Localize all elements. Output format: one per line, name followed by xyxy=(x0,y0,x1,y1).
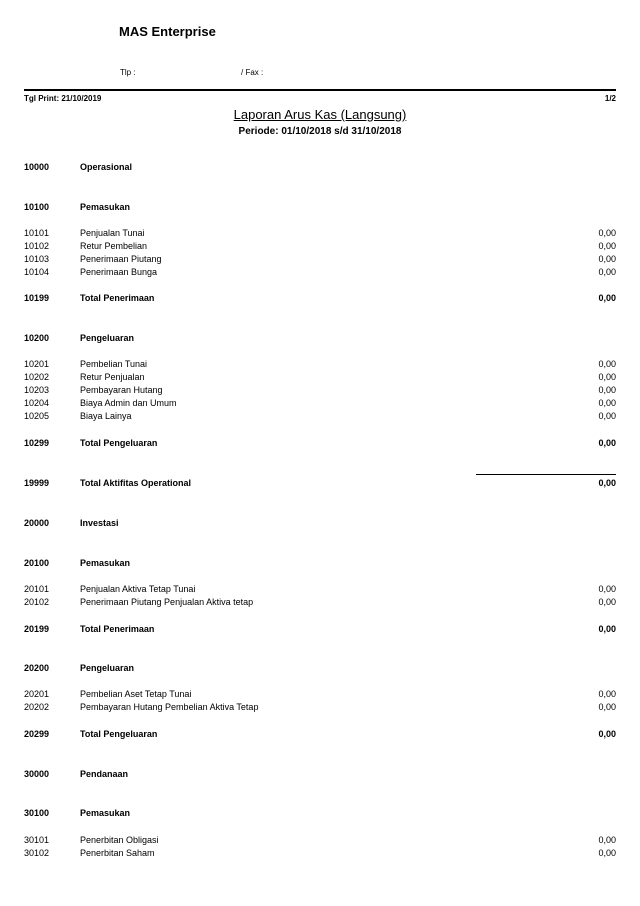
account-code: 10199 xyxy=(24,293,50,303)
amount-value: 0,00 xyxy=(598,848,616,858)
amount-value: 0,00 xyxy=(598,689,616,699)
report-row xyxy=(24,768,616,781)
account-description: Pengeluaran xyxy=(80,663,135,673)
account-description: Penjualan Tunai xyxy=(80,228,145,238)
company-name: MAS Enterprise xyxy=(119,24,216,39)
account-code: 30102 xyxy=(24,848,50,858)
report-title: Laporan Arus Kas (Langsung) xyxy=(233,107,407,122)
account-description: Investasi xyxy=(80,518,119,528)
page-number: 1/2 xyxy=(604,94,616,103)
account-description: Penerimaan Bunga xyxy=(80,267,158,277)
account-description: Pembelian Aset Tetap Tunai xyxy=(80,689,192,699)
account-description: Biaya Lainya xyxy=(80,411,132,421)
account-code: 20100 xyxy=(24,558,50,568)
report-row xyxy=(24,847,616,860)
account-description: Pemasukan xyxy=(80,202,131,212)
account-description: Pendanaan xyxy=(80,769,129,779)
report-row xyxy=(24,332,616,345)
amount-value: 0,00 xyxy=(598,478,616,488)
amount-value: 0,00 xyxy=(598,398,616,408)
account-code: 10100 xyxy=(24,202,50,212)
report-row xyxy=(24,807,616,820)
report-row xyxy=(24,437,616,450)
report-row xyxy=(24,384,616,397)
amount-value: 0,00 xyxy=(598,729,616,739)
account-code: 10101 xyxy=(24,228,50,238)
account-description: Penerbitan Saham xyxy=(80,848,155,858)
report-row xyxy=(24,701,616,714)
subtotal-line xyxy=(476,474,616,475)
report-row xyxy=(24,517,616,530)
report-row xyxy=(24,161,616,174)
amount-value: 0,00 xyxy=(598,835,616,845)
account-code: 10000 xyxy=(24,162,50,172)
amount-value: 0,00 xyxy=(598,411,616,421)
report-row xyxy=(24,596,616,609)
report-row xyxy=(24,688,616,701)
account-code: 20200 xyxy=(24,663,50,673)
report-row xyxy=(24,358,616,371)
amount-value: 0,00 xyxy=(598,385,616,395)
account-code: 10102 xyxy=(24,241,50,251)
account-description: Total Penerimaan xyxy=(80,293,155,303)
amount-value: 0,00 xyxy=(598,267,616,277)
account-code: 10201 xyxy=(24,359,50,369)
account-description: Retur Penjualan xyxy=(80,372,145,382)
account-description: Penerbitan Obligasi xyxy=(80,835,159,845)
account-description: Total Pengeluaran xyxy=(80,729,158,739)
amount-value: 0,00 xyxy=(598,254,616,264)
phone-label: Tlp : xyxy=(120,68,136,77)
account-code: 19999 xyxy=(24,478,50,488)
account-description: Total Pengeluaran xyxy=(80,438,158,448)
report-row xyxy=(24,371,616,384)
account-code: 20000 xyxy=(24,518,50,528)
amount-value: 0,00 xyxy=(598,584,616,594)
account-description: Pengeluaran xyxy=(80,333,135,343)
report-row xyxy=(24,583,616,596)
account-description: Pembayaran Hutang Pembelian Aktiva Tetap xyxy=(80,702,259,712)
amount-value: 0,00 xyxy=(598,359,616,369)
account-code: 20101 xyxy=(24,584,50,594)
report-row xyxy=(24,728,616,741)
account-code: 10203 xyxy=(24,385,50,395)
report-row xyxy=(24,292,616,305)
amount-value: 0,00 xyxy=(598,597,616,607)
report-row xyxy=(24,410,616,423)
account-description: Total Penerimaan xyxy=(80,624,155,634)
report-row xyxy=(24,240,616,253)
account-code: 30100 xyxy=(24,808,50,818)
amount-value: 0,00 xyxy=(598,438,616,448)
account-code: 20202 xyxy=(24,702,50,712)
amount-value: 0,00 xyxy=(598,372,616,382)
account-code: 20102 xyxy=(24,597,50,607)
amount-value: 0,00 xyxy=(598,241,616,251)
report-row xyxy=(24,623,616,636)
account-code: 20201 xyxy=(24,689,50,699)
account-description: Pemasukan xyxy=(80,808,131,818)
account-code: 10299 xyxy=(24,438,50,448)
report-row xyxy=(24,397,616,410)
account-description: Penjualan Aktiva Tetap Tunai xyxy=(80,584,196,594)
account-code: 10204 xyxy=(24,398,50,408)
account-description: Pembayaran Hutang xyxy=(80,385,163,395)
report-row xyxy=(24,834,616,847)
account-code: 20199 xyxy=(24,624,50,634)
account-code: 20299 xyxy=(24,729,50,739)
report-row xyxy=(24,477,616,490)
report-row xyxy=(24,253,616,266)
report-period: Periode: 01/10/2018 s/d 31/10/2018 xyxy=(238,126,402,137)
account-code: 10103 xyxy=(24,254,50,264)
account-code: 10200 xyxy=(24,333,50,343)
account-description: Total Aktifitas Operational xyxy=(80,478,192,488)
fax-label: / Fax : xyxy=(241,68,264,77)
amount-value: 0,00 xyxy=(598,228,616,238)
account-description: Penerimaan Piutang xyxy=(80,254,162,264)
account-description: Pemasukan xyxy=(80,558,131,568)
report-row xyxy=(24,266,616,279)
amount-value: 0,00 xyxy=(598,624,616,634)
account-code: 10202 xyxy=(24,372,50,382)
account-description: Retur Pembelian xyxy=(80,241,148,251)
account-description: Biaya Admin dan Umum xyxy=(80,398,177,408)
account-code: 10104 xyxy=(24,267,50,277)
print-date: Tgl Print: 21/10/2019 xyxy=(24,94,102,103)
report-row xyxy=(24,662,616,675)
header-divider xyxy=(24,89,616,91)
account-code: 10205 xyxy=(24,411,50,421)
amount-value: 0,00 xyxy=(598,293,616,303)
account-description: Pembelian Tunai xyxy=(80,359,148,369)
account-description: Penerimaan Piutang Penjualan Aktiva tetap xyxy=(80,597,254,607)
report-row xyxy=(24,557,616,570)
amount-value: 0,00 xyxy=(598,702,616,712)
account-code: 30101 xyxy=(24,835,50,845)
account-description: Operasional xyxy=(80,162,133,172)
report-row xyxy=(24,227,616,240)
account-code: 30000 xyxy=(24,769,50,779)
report-row xyxy=(24,201,616,214)
